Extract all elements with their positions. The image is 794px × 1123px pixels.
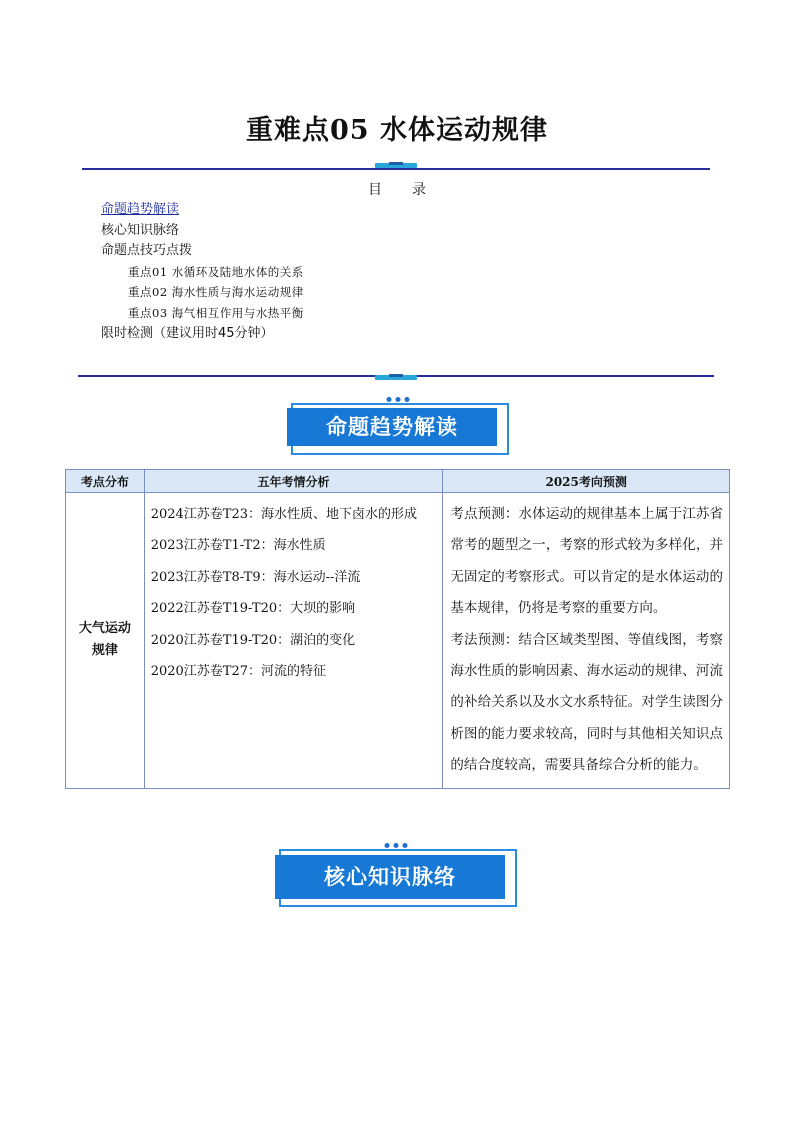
prediction-method: 考法预测：结合区域类型图、等值线图，考察海水性质的影响因素、海水运动的规律、河流的补给关系以及水文水系特征。对学生读图分析图的能力要求较高，同时与其他相关知识点的结合度较高，需要具备综合分析的能力。: [450, 631, 723, 774]
divider-top: [82, 168, 710, 170]
toc-heading: 目录: [368, 182, 456, 198]
divider-tab-bottom: [375, 375, 417, 380]
section-banner-trend: [287, 397, 509, 457]
list-item: 2022江苏卷T19-T20：大坝的影响: [150, 601, 356, 617]
list-item: 2023江苏卷T1-T2：海水性质: [150, 538, 326, 554]
list-item: 2023江苏卷T8-T9：海水运动--洋流: [150, 569, 361, 585]
divider-tab-top: [375, 163, 417, 168]
toc-item-tips: 命题点技巧点拨: [101, 243, 193, 259]
header-topic: 考点分布: [66, 470, 145, 493]
toc-item-key01: 重点01 水循环及陆地水体的关系: [128, 264, 304, 279]
page-title: 重难点05 水体运动规律: [246, 115, 548, 146]
banner-dots-decor: [387, 397, 410, 402]
toc-item-test: 限时检测（建议用时45分钟）: [101, 325, 274, 341]
toc-item-knowledge: 核心知识脉络: [101, 222, 180, 238]
toc-item-key03: 重点03 海气相互作用与水热平衡: [128, 305, 304, 320]
list-item: 2020江苏卷T19-T20：湖泊的变化: [150, 632, 356, 648]
topic-category-text: 大气运动规律: [78, 621, 131, 659]
exam-analysis-table: [65, 469, 730, 789]
table-header-row: [66, 470, 730, 493]
banner-label: 命题趋势解读: [287, 408, 497, 446]
list-item: 2024江苏卷T23：海水性质、地下卤水的形成: [150, 507, 418, 522]
prediction-topic: 考点预测：水体运动的规律基本上属于江苏省常考的题型之一，考察的形式较为多样化，并无固定的考察形式。可以肯定的是水体运动的基本规律，仍将是考察的重要方向。: [450, 506, 723, 617]
toc-item-trend[interactable]: 命题趋势解读: [101, 202, 180, 217]
prediction-cell: [443, 493, 730, 789]
topic-category: [66, 493, 145, 789]
header-five-year: 五年考情分析: [144, 470, 443, 493]
list-item: 2020江苏卷T27：河流的特征: [150, 664, 327, 680]
banner-dots-decor: [385, 843, 408, 848]
banner-label: 核心知识脉络: [275, 855, 505, 899]
toc-item-key02: 重点02 海水性质与海水运动规律: [128, 285, 304, 300]
table-row: [66, 493, 730, 789]
section-banner-knowledge: [275, 843, 517, 909]
header-prediction: 2025考向预测: [443, 470, 730, 493]
table-of-contents: [101, 200, 304, 344]
five-year-list: [144, 493, 443, 789]
